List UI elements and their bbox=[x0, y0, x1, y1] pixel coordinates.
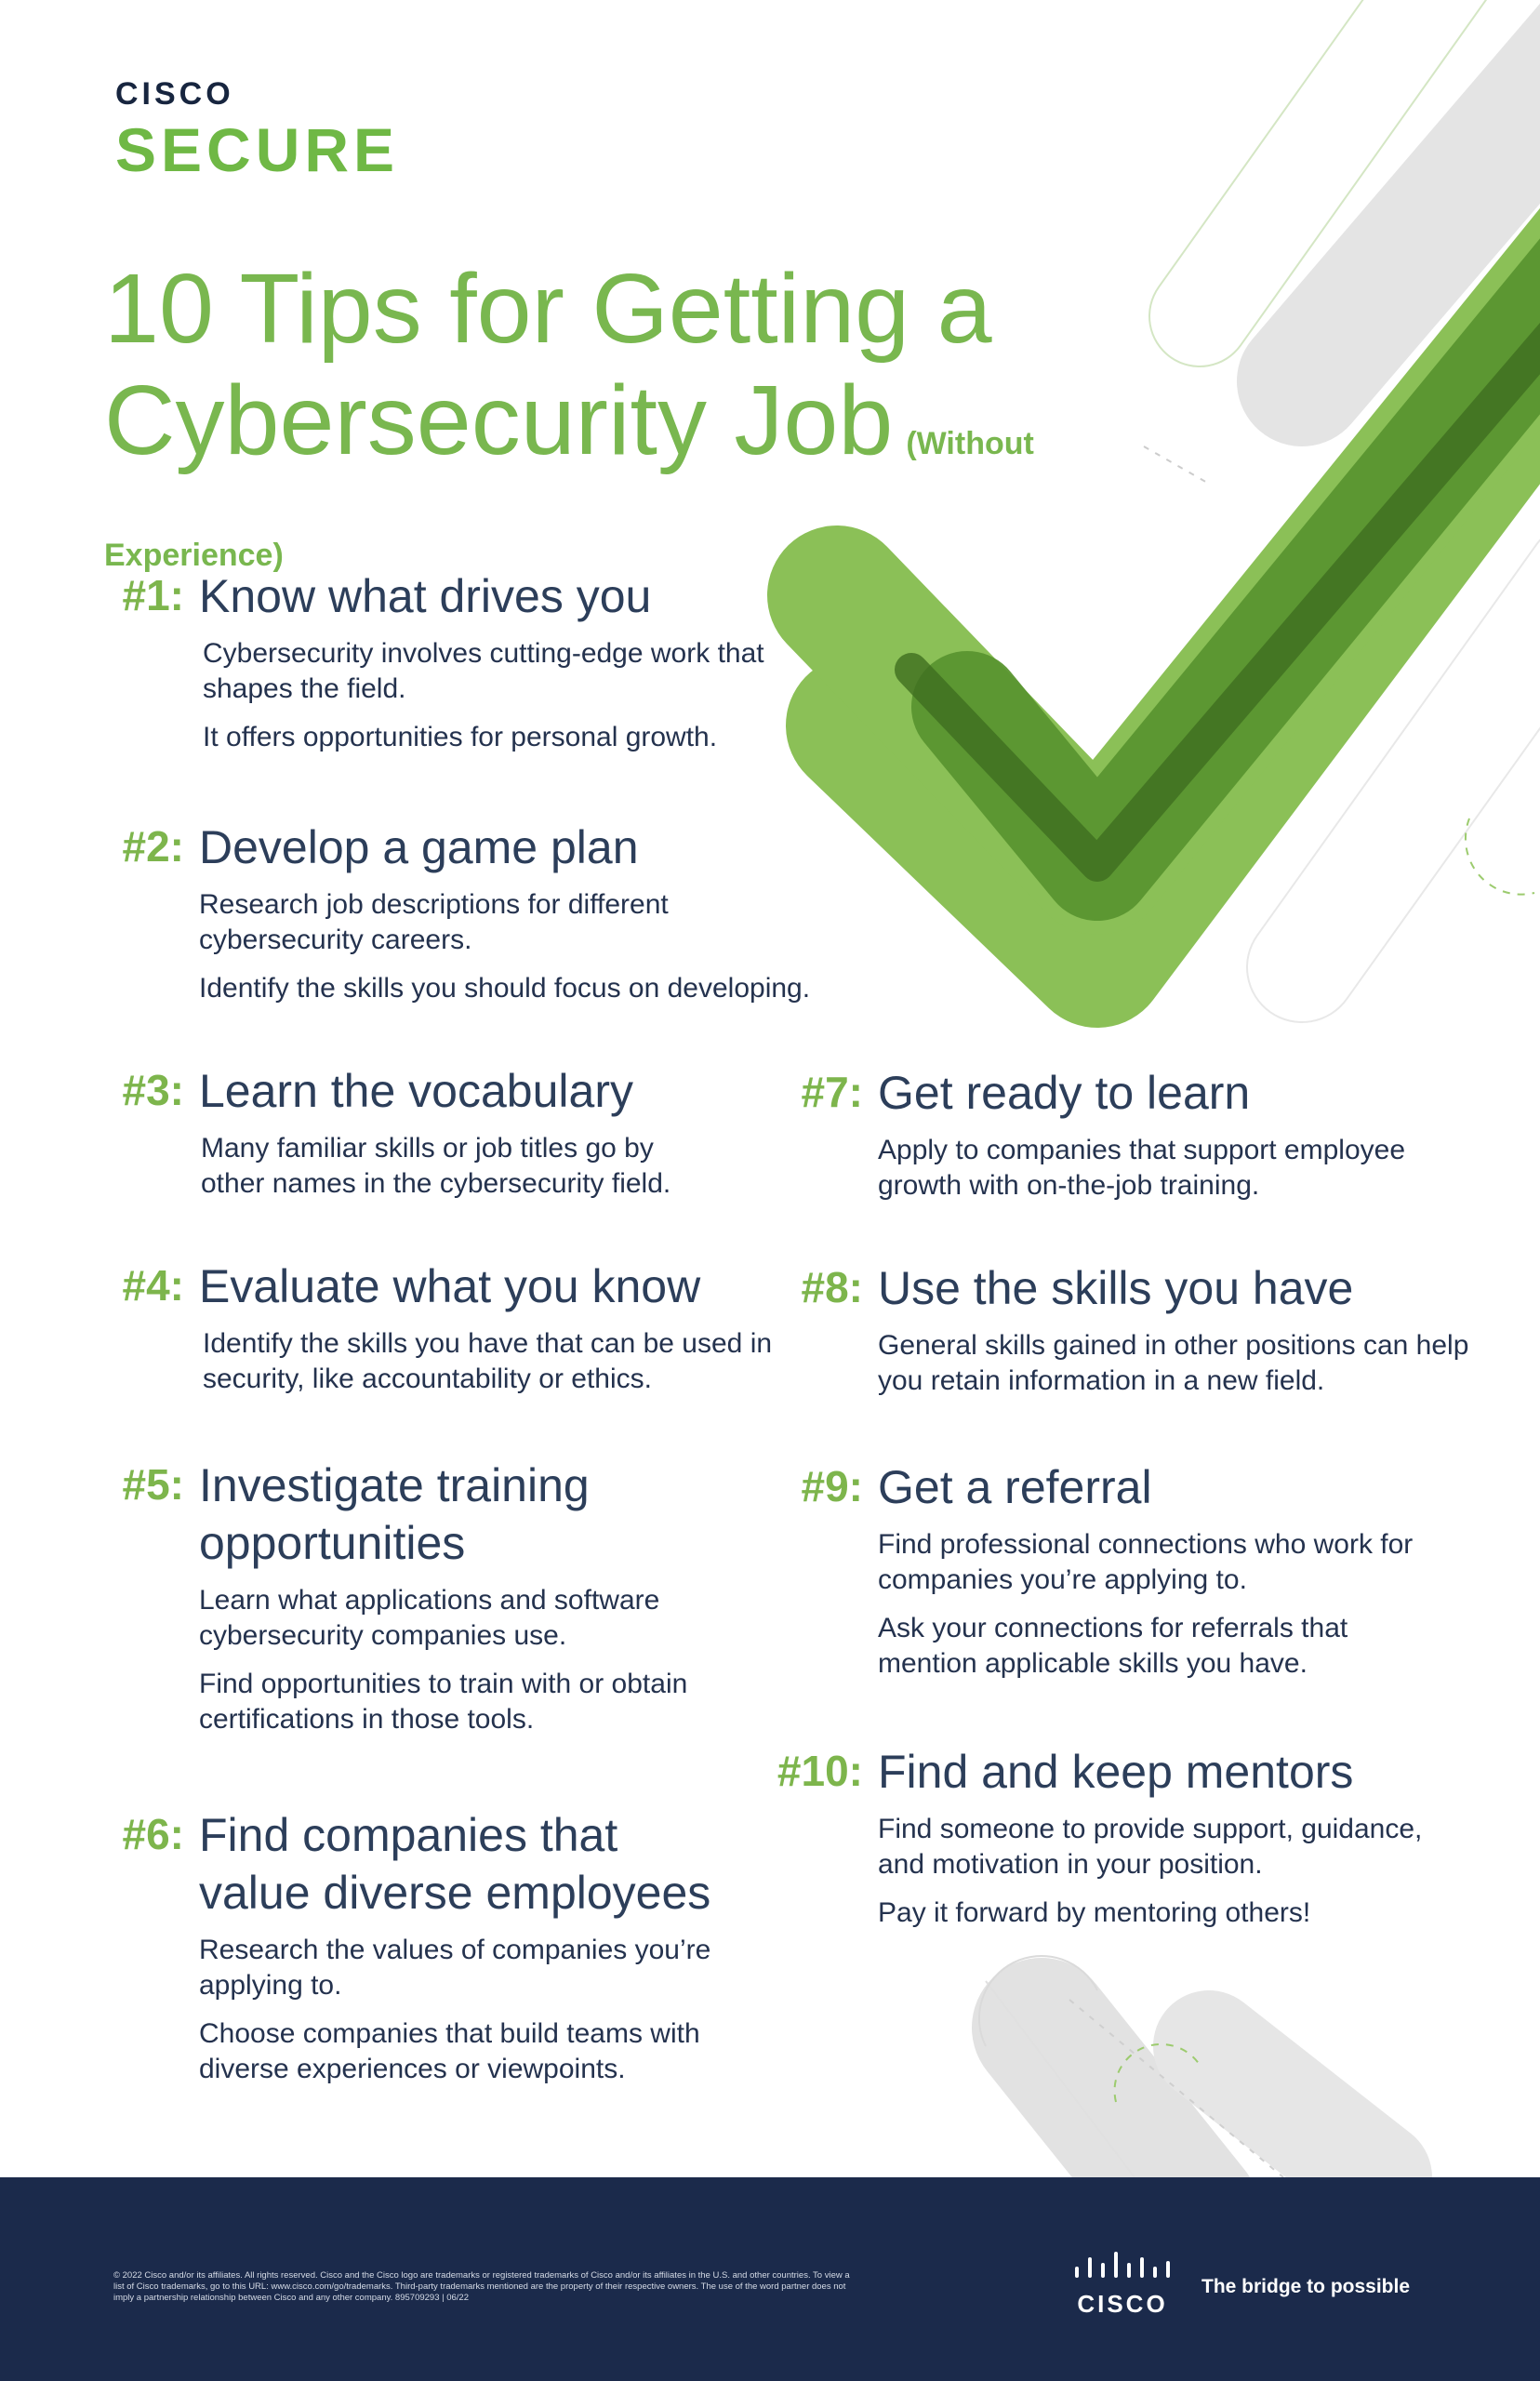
tip-text: Choose companies that build teams with diverse experiences or viewpoints. bbox=[199, 2018, 700, 2084]
tip-text: Apply to companies that support employee growth with on-the-job training. bbox=[878, 1135, 1405, 1201]
tip-heading-line: value diverse employees bbox=[199, 1867, 711, 1919]
tip-text: Find professional connections who work for companies you’re applying to. bbox=[878, 1529, 1414, 1595]
tip-heading-line: opportunities bbox=[199, 1517, 466, 1569]
tip-text: Learn what applications and software cybersecurity companies use. bbox=[199, 1585, 660, 1651]
tip-heading: Evaluate what you know bbox=[199, 1260, 701, 1312]
tip-text: Find opportunities to train with or obtain certifications in those tools. bbox=[199, 1669, 688, 1735]
tip-9 bbox=[801, 1458, 1454, 1682]
tip-body bbox=[878, 1527, 1427, 1682]
tip-heading: Use the skills you have bbox=[878, 1262, 1354, 1314]
cisco-bridge-logo bbox=[1071, 2252, 1174, 2281]
tip-6 bbox=[122, 1806, 794, 2087]
tip-text: Cybersecurity involves cutting-edge work that shapes the field. bbox=[203, 638, 764, 704]
tip-body bbox=[878, 1812, 1454, 1931]
tip-text: Many familiar skills or job titles go by other names in the cybersecurity field. bbox=[201, 1133, 671, 1199]
tip-body bbox=[199, 1583, 738, 1737]
tip-heading: Get a referral bbox=[878, 1461, 1152, 1513]
tip-number: #10: bbox=[777, 1747, 863, 1795]
title-line-2-text: Cybersecurity Job bbox=[104, 366, 894, 475]
tip-body bbox=[878, 1133, 1473, 1204]
tip-5 bbox=[122, 1457, 776, 1737]
tip-heading: Develop a game plan bbox=[199, 821, 639, 873]
tip-text: Identify the skills you have that can be used in security, like accountability or ethics. bbox=[203, 1328, 773, 1394]
tip-text: Research the values of companies you’re applying to. bbox=[199, 1935, 711, 2001]
tip-heading: Find and keep mentors bbox=[878, 1746, 1354, 1798]
tagline: The bridge to possible bbox=[1201, 2276, 1411, 2297]
tip-body bbox=[878, 1328, 1473, 1399]
title-line-2 bbox=[104, 365, 1220, 588]
tip-number: #9: bbox=[801, 1462, 863, 1510]
brand-company: CISCO bbox=[115, 76, 234, 112]
cisco-secure-logo bbox=[115, 78, 399, 182]
tip-text: Ask your connections for referrals that mention applicable skills you have. bbox=[878, 1613, 1348, 1679]
tip-8 bbox=[801, 1259, 1473, 1399]
tip-1 bbox=[122, 567, 850, 755]
tip-text: Identify the skills you should focus on developing. bbox=[199, 973, 811, 1004]
footer-logo-text: CISCO bbox=[1077, 2290, 1168, 2318]
tip-number: #5: bbox=[122, 1460, 184, 1509]
tip-text: Research job descriptions for different cybersecurity careers. bbox=[199, 889, 669, 955]
tip-number: #2: bbox=[122, 822, 184, 871]
tip-number: #3: bbox=[122, 1066, 184, 1114]
tip-heading bbox=[199, 1457, 776, 1572]
brand-product: SECURE bbox=[115, 115, 400, 184]
tip-text: It offers opportunities for personal growth. bbox=[203, 722, 718, 752]
tip-body bbox=[199, 1326, 779, 1397]
tip-text: General skills gained in other positions can help you retain information in a new field. bbox=[878, 1330, 1469, 1396]
tip-text: Find someone to provide support, guidance, and motivation in your position. bbox=[878, 1814, 1423, 1880]
tip-number: #8: bbox=[801, 1263, 863, 1311]
tip-heading-line: Find companies that bbox=[199, 1809, 618, 1861]
tip-body bbox=[199, 636, 779, 755]
tip-body bbox=[199, 1131, 722, 1202]
tip-number: #1: bbox=[122, 571, 184, 619]
tip-heading-line: Investigate training bbox=[199, 1459, 590, 1511]
title-line-1: 10 Tips for Getting a bbox=[104, 254, 992, 364]
tip-heading: Get ready to learn bbox=[878, 1067, 1251, 1119]
tip-2 bbox=[122, 818, 906, 1006]
tip-7 bbox=[801, 1064, 1473, 1204]
tip-4 bbox=[122, 1257, 794, 1397]
tip-heading: Know what drives you bbox=[199, 570, 652, 622]
tip-body bbox=[199, 1933, 748, 2087]
tip-heading: Learn the vocabulary bbox=[199, 1065, 633, 1117]
page-title bbox=[104, 253, 1220, 588]
legal-text: © 2022 Cisco and/or its affiliates. All rights reserved. Cisco and the Cisco logo are trademarks or registered trademarks of Cisco and/or its affiliates in the U.S. and other countries. To view a list of Cisco trademarks, go to this URL: www.cisco.com/go/trademarks. Third-party trademarks mentioned are the property of their respective owners. The use of the word partner does not imply a partnership relationship between Cisco and any other company. 895709293 | 06/22 bbox=[113, 2270, 850, 2303]
tip-text: Pay it forward by mentoring others! bbox=[878, 1897, 1311, 1928]
tip-3 bbox=[122, 1062, 776, 1202]
cisco-footer-logo bbox=[1071, 2252, 1174, 2319]
tip-number: #4: bbox=[122, 1261, 184, 1310]
tip-heading bbox=[199, 1806, 794, 1922]
tip-number: #7: bbox=[801, 1068, 863, 1116]
footer bbox=[0, 2177, 1540, 2381]
tip-number: #6: bbox=[122, 1810, 184, 1858]
tip-body bbox=[199, 887, 869, 1006]
tip-10 bbox=[777, 1743, 1454, 1931]
title-subtitle: (Without Experience) bbox=[104, 426, 1034, 573]
